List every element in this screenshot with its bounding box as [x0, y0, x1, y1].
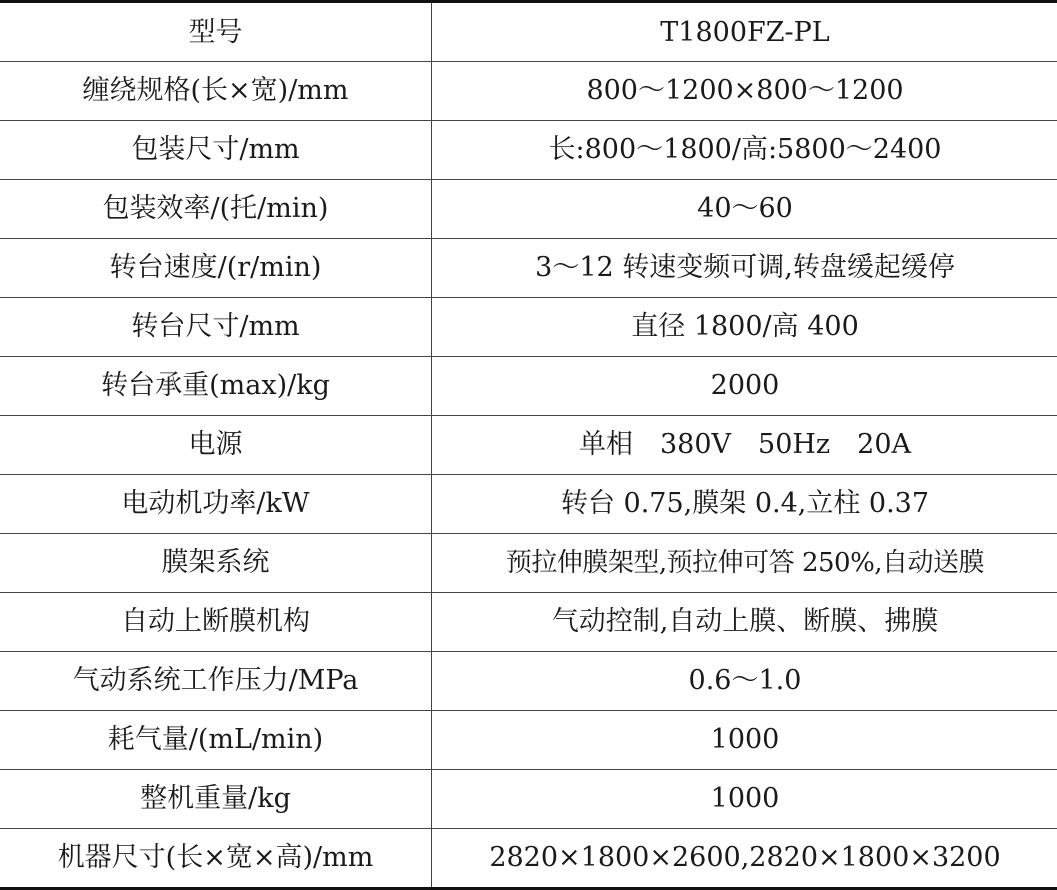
- row-label: 缠绕规格(长×宽)/mm: [0, 62, 432, 121]
- row-label: 转台速度/(r/min): [0, 238, 432, 297]
- row-value: 2000: [432, 356, 1057, 415]
- row-label: 耗气量/(mL/min): [0, 710, 432, 769]
- row-label: 电源: [0, 415, 432, 474]
- table-row: [0, 710, 1057, 769]
- row-value: 长:800～1800/高:5800～2400: [432, 120, 1057, 179]
- row-value: 直径 1800/高 400: [432, 297, 1057, 356]
- row-value: 预拉伸膜架型,预拉伸可答 250%,自动送膜: [432, 533, 1057, 592]
- row-label: 膜架系统: [0, 533, 432, 592]
- row-label: 包装效率/(托/min): [0, 179, 432, 238]
- row-value: 1000: [432, 710, 1057, 769]
- row-label: 机器尺寸(长×宽×高)/mm: [0, 828, 432, 888]
- table-row: [0, 120, 1057, 179]
- row-label: 整机重量/kg: [0, 769, 432, 828]
- row-value: 1000: [432, 769, 1057, 828]
- table-row: [0, 828, 1057, 888]
- row-label: 气动系统工作压力/MPa: [0, 651, 432, 710]
- table-row: [0, 533, 1057, 592]
- row-value: 3～12 转速变频可调,转盘缓起缓停: [432, 238, 1057, 297]
- row-label: 转台承重(max)/kg: [0, 356, 432, 415]
- row-value: 转台 0.75,膜架 0.4,立柱 0.37: [432, 474, 1057, 533]
- row-value: 2820×1800×2600,2820×1800×3200: [432, 828, 1057, 888]
- table-row: [0, 415, 1057, 474]
- row-label: 自动上断膜机构: [0, 592, 432, 651]
- row-label: 转台尺寸/mm: [0, 297, 432, 356]
- table-row: [0, 238, 1057, 297]
- table-row: [0, 179, 1057, 238]
- table-row: [0, 62, 1057, 121]
- table-row: [0, 297, 1057, 356]
- row-label: 型号: [0, 2, 432, 62]
- row-value: 800～1200×800～1200: [432, 62, 1057, 121]
- row-value: 0.6～1.0: [432, 651, 1057, 710]
- table-row: [0, 356, 1057, 415]
- table-row: [0, 474, 1057, 533]
- row-label: 包装尺寸/mm: [0, 120, 432, 179]
- row-label: 电动机功率/kW: [0, 474, 432, 533]
- table-row: [0, 769, 1057, 828]
- row-value: T1800FZ-PL: [432, 2, 1057, 62]
- row-value: 单相 380V 50Hz 20A: [432, 415, 1057, 474]
- row-value: 40～60: [432, 179, 1057, 238]
- table-row: [0, 651, 1057, 710]
- table-row: [0, 592, 1057, 651]
- table-row: [0, 2, 1057, 62]
- row-value: 气动控制,自动上膜、断膜、拂膜: [432, 592, 1057, 651]
